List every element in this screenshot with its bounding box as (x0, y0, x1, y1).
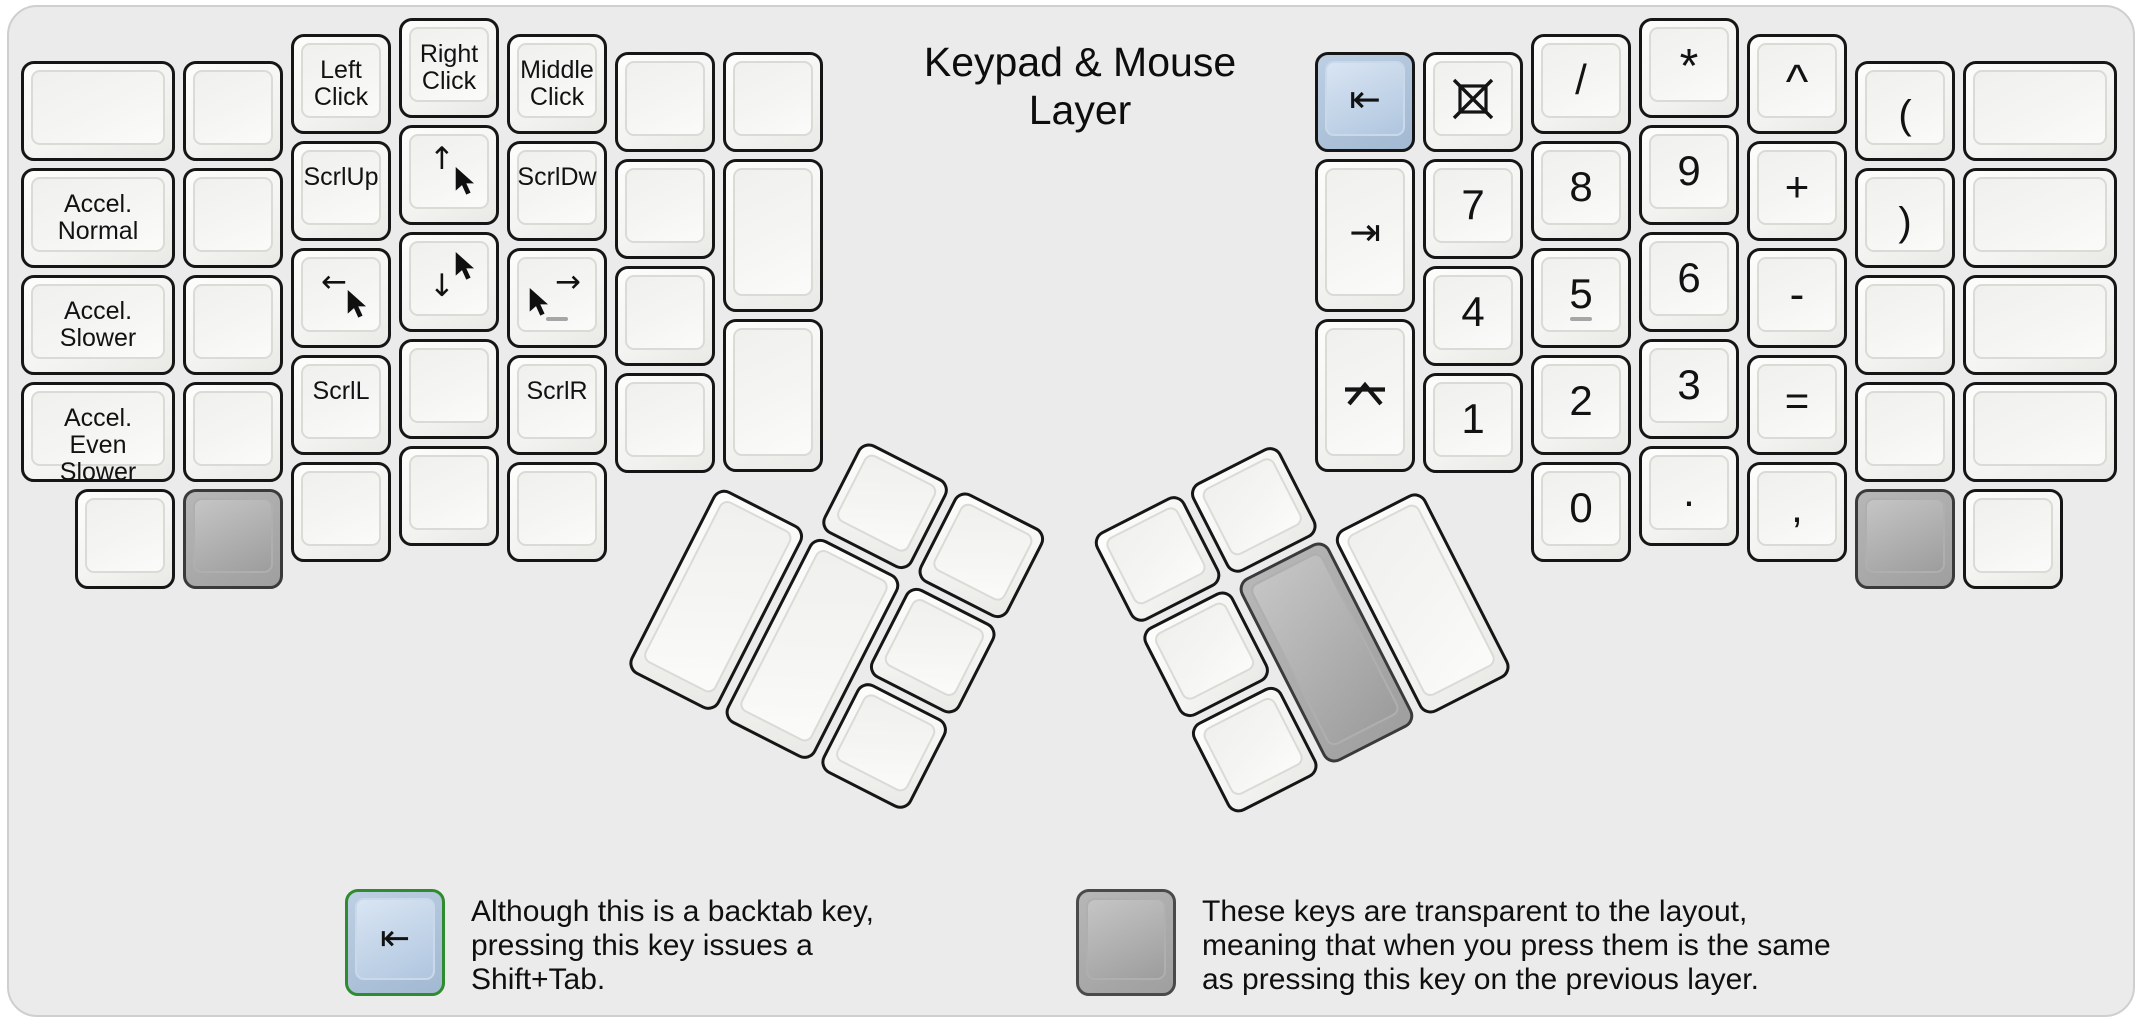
key-blank (615, 52, 715, 152)
key-accel-even-slower: Accel. Even Slower (21, 382, 175, 482)
direction-arrow-icon: ↑ (429, 141, 455, 177)
key-blank (1855, 275, 1955, 375)
key-scrlup: ScrlUp (291, 141, 391, 241)
key-backtab (1315, 52, 1415, 152)
key-blank (75, 489, 175, 589)
key-8: 8 (1531, 141, 1631, 241)
key-symbol: ) (1855, 168, 1955, 268)
legend-backtab-text: Although this is a backtab key, pressing this key issues a Shift+Tab. (471, 895, 875, 996)
key-scrlr: ScrlR (507, 355, 607, 455)
key-2: 2 (1531, 355, 1631, 455)
key-mouse-up (399, 125, 499, 225)
key-blank (723, 159, 823, 312)
key-tab (1315, 159, 1415, 312)
transparent-sample-key (1076, 889, 1176, 996)
key-symbol: ( (1855, 61, 1955, 161)
key-blank (615, 373, 715, 473)
key-mouse-down (399, 232, 499, 332)
key-blank (183, 168, 283, 268)
key-scrldw: ScrlDw (507, 141, 607, 241)
title-line-2: Layer (1028, 87, 1132, 133)
backtab-icon: ⇤ (1349, 76, 1381, 121)
key-blank (1963, 168, 2117, 268)
page-title (780, 38, 1380, 134)
direction-arrow-icon: ↓ (429, 268, 455, 304)
key-symbol: ^ (1747, 34, 1847, 134)
key-mouse-right (507, 248, 607, 348)
key-symbol: . (1639, 446, 1739, 546)
title-line-1: Keypad & Mouse (923, 39, 1237, 85)
key-blank (399, 339, 499, 439)
key-mouse-left (291, 248, 391, 348)
mouse-pointer-icon (454, 167, 476, 197)
key-blank (1963, 489, 2063, 589)
legend-transparent-text: These keys are transparent to the layout, meaning that when you press them is the same as pressing this key on the previous layer. (1202, 895, 1831, 996)
tab-icon: ⇥ (1349, 210, 1381, 254)
key-6: 6 (1639, 232, 1739, 332)
legend-transparent (1076, 889, 1831, 997)
key-accel-slower: Accel. Slower (21, 275, 175, 375)
backtab-sample-key (345, 889, 445, 996)
key-7: 7 (1423, 159, 1523, 259)
key-blank (1855, 489, 1955, 589)
key-symbol: , (1747, 462, 1847, 562)
direction-arrow-icon: → (555, 264, 581, 300)
key-9: 9 (1639, 125, 1739, 225)
key-blank (183, 382, 283, 482)
key-blank (183, 61, 283, 161)
key-blank (291, 462, 391, 562)
key-5: 5 (1531, 248, 1631, 348)
key-3: 3 (1639, 339, 1739, 439)
key-blank (1963, 275, 2117, 375)
key-accel-normal: Accel. Normal (21, 168, 175, 268)
boxed-x-icon (1450, 76, 1496, 122)
key-blank (507, 462, 607, 562)
key-1: 1 (1423, 373, 1523, 473)
key-blank (723, 52, 823, 152)
key-blank (615, 159, 715, 259)
key-4: 4 (1423, 266, 1523, 366)
mouse-pointer-icon (454, 252, 476, 282)
key-symbol: + (1747, 141, 1847, 241)
key-blank (1963, 382, 2117, 482)
key-scrll: ScrlL (291, 355, 391, 455)
key-symbol: * (1639, 18, 1739, 118)
key-blank (21, 61, 175, 161)
homing-nub (1570, 317, 1592, 321)
key-symbol: - (1747, 248, 1847, 348)
key-0: 0 (1531, 462, 1631, 562)
key-boxed-x (1423, 52, 1523, 152)
homing-nub (546, 317, 568, 321)
mouse-pointer-icon (346, 290, 368, 320)
key-blank (1855, 382, 1955, 482)
key-right-click: Right Click (399, 18, 499, 118)
backtab-icon: ⇤ (379, 918, 411, 959)
key-symbol: = (1747, 355, 1847, 455)
mouse-pointer-icon (528, 288, 550, 318)
key-symbol: / (1531, 34, 1631, 134)
key-blank (183, 275, 283, 375)
key-blank (615, 266, 715, 366)
key-blank (1963, 61, 2117, 161)
key-middle-click: Middle Click (507, 34, 607, 134)
legend-backtab (345, 889, 874, 997)
key-blank (399, 446, 499, 546)
direction-arrow-icon: ← (321, 264, 347, 300)
key-blank (183, 489, 283, 589)
key-left-click: Left Click (291, 34, 391, 134)
